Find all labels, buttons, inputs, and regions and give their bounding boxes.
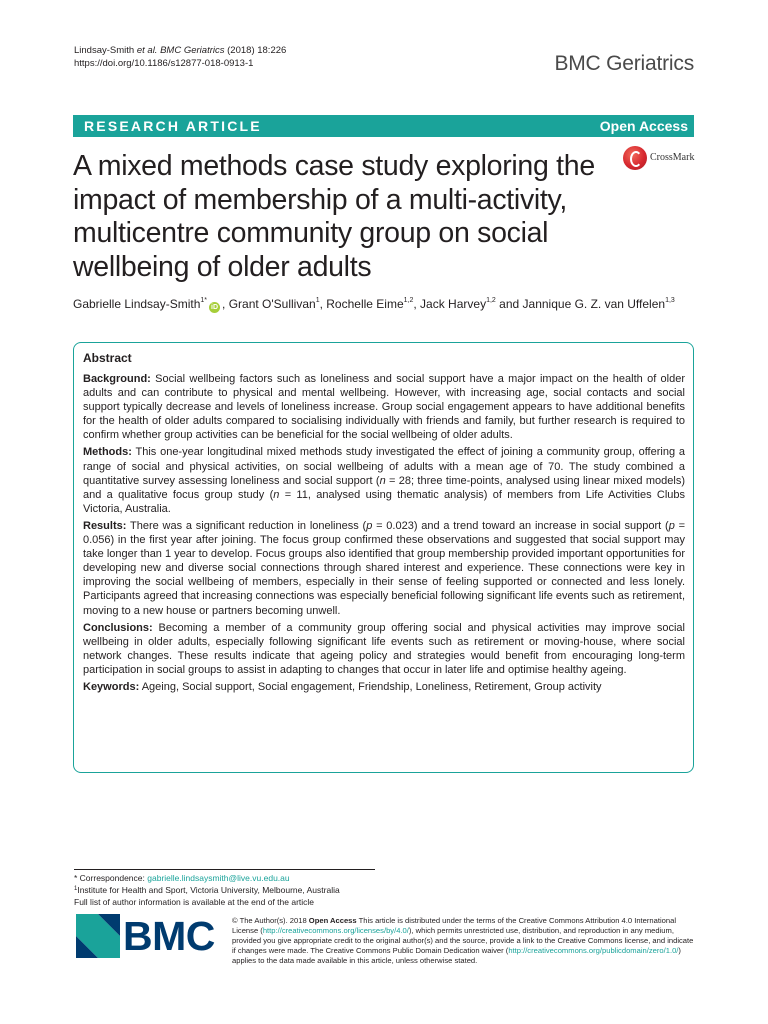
results-text: There was a significant reduction in loneliness ( (130, 519, 367, 532)
license-text (232, 916, 694, 966)
correspondence-label: * Correspondence: (74, 873, 145, 883)
author-list: Gabrielle Lindsay-Smith$^{1*}$iD , Grant O'Sullivan$^1$, Rochelle Eime$^{1,2}$, Jack Harvey$^{1,2}$ and Jannique G. Z. van Uffelen$^{1,3}$ (73, 297, 675, 311)
bmc-logo (76, 914, 216, 958)
crossmark-icon (623, 146, 647, 170)
citation-volume: (2018) 18:226 (227, 45, 287, 56)
citation-author: Lindsay-Smith (74, 45, 135, 56)
abstract-results (83, 519, 685, 618)
doi-link[interactable]: https://doi.org/10.1186/s12877-018-0913-1 (74, 58, 254, 69)
crossmark-button[interactable] (623, 146, 698, 170)
abstract-heading: Abstract (83, 351, 132, 365)
article-title: A mixed methods case study exploring the impact of membership of a multi-activity, multicentre community group on social wellbeing of older adults (73, 150, 595, 283)
keywords-text: Ageing, Social support, Social engagement, Friendship, Loneliness, Retirement, Group activity (141, 680, 602, 693)
author-name: Jack Harvey (420, 297, 487, 311)
methods-text: = 28; three time-points, analysed using linear mixed models) and a qualitative focus group study ( (83, 474, 685, 501)
footnote-divider (74, 869, 375, 870)
results-text: = 0.056) in the first year after joining. The focus group confirmed these observations and suggested that social support may take longer than 1 year to develop. Focus groups also identified that group membership provided important opportunities for developing new and diverse social connections through shared interest and experience. These connections were key in improving the social wellbeing of members, especially in their sense of feeling supported or connected and less lonely. Participants agreed that increasing connections was especially beneficial following significant life events such as retirement, moving to a new house or partners becoming unwell. (83, 519, 686, 617)
citation (74, 44, 286, 70)
author-name: Jannique G. Z. van Uffelen (522, 297, 666, 311)
journal-name: BMC Geriatrics (554, 52, 694, 75)
affiliation-sup: 1 (74, 886, 78, 893)
methods-text: This one-year longitudinal mixed methods study investigated the effect of joining a community group, offering a range of social and physical activities, on social wellbeing of adults with a mean age of 70. The study combined a quantitative survey assessing loneliness and social support ( (83, 446, 685, 487)
license-body: This article is distributed under the terms of the Creative Commons Attribution 4.0 International License ( (232, 916, 677, 936)
citation-journal: BMC Geriatrics (160, 45, 225, 56)
results-p-symbol: p (366, 519, 373, 532)
author-affiliation: 1* (200, 297, 208, 304)
abstract-background (83, 372, 685, 442)
open-access-label: Open Access (599, 118, 688, 134)
author-name: Gabrielle Lindsay-Smith (73, 297, 201, 311)
orcid-icon[interactable]: iD (211, 304, 219, 311)
author-affiliation: 1,2 (403, 297, 414, 304)
citation-line (74, 44, 286, 57)
keywords-label: Keywords: (83, 680, 140, 693)
author-affiliation: 1,2 (486, 297, 496, 304)
author-connector: and (499, 297, 520, 311)
results-p-symbol: p (668, 519, 675, 532)
author-info-note: Full list of author information is available at the end of the article (74, 896, 315, 907)
license-body: ), which permits unrestricted use, distribution, and reproduction in any medium, provided you give appropriate credit to the original author(s) and the source, provide a link to the Creative Commons license, and indicate if changes were made. The Creative Commons Public Domain Dedication waiver ( (232, 926, 694, 956)
license-body: ) applies to the data made available in this article, unless otherwise stated. (232, 946, 681, 966)
methods-n-symbol: n (273, 488, 280, 501)
correspondence (74, 873, 340, 884)
affiliation (74, 884, 340, 896)
keywords (83, 680, 685, 694)
license-open-access: Open Access (308, 916, 357, 925)
abstract-methods (83, 445, 685, 515)
methods-text: = 11, analysed using thematic analysis) of members from Life Activities Clubs Victoria, Australia. (83, 488, 685, 515)
license-link-cc-by[interactable]: http://creativecommons.org/licenses/by/4.0/ (262, 926, 409, 936)
bmc-logo-text: BMC (123, 913, 215, 959)
methods-label: Methods: (83, 446, 132, 459)
conclusions-text: Becoming a member of a community group offering social and physical activities may improve social wellbeing in older adults, especially following significant life events such as retirement or moving-house, where social network changes. These results indicate that ageing policy and strategies would benefit from encouraging long-term participation in social groups to assist in adapting to changes that occur in later life and optimise healthy ageing. (83, 621, 685, 676)
background-text: Social wellbeing factors such as loneliness and social support have a major impact on the health of older adults and can contribute to physical and mental wellbeing. However, with increasing age, social contacts and social support typically decrease and levels of loneliness increase. Group social engagement appears to have additional benefits for the health of older adults compared to socialising individually with friends and family, but further research is required to confirm whether group activities can be beneficial for the social wellbeing of older adults. (83, 373, 686, 442)
author-name: Grant O'Sullivan (228, 297, 316, 311)
article-type-label: RESEARCH ARTICLE (84, 118, 262, 134)
abstract-conclusions (83, 621, 685, 677)
correspondence-email-link[interactable]: gabrielle.lindsaysmith@live.vu.edu.au (147, 873, 290, 883)
abstract-box (73, 342, 694, 773)
footnotes (74, 873, 340, 908)
bmc-logo-icon (76, 914, 120, 958)
abstract-content (83, 351, 685, 694)
article-type-banner (73, 115, 694, 137)
license-link-cc0[interactable]: http://creativecommons.org/publicdomain/zero/1.0/ (508, 946, 679, 956)
author-affiliation: 1 (315, 297, 320, 304)
results-label: Results: (83, 519, 127, 532)
results-text: = 0.023) and a trend toward an increase in social support ( (372, 519, 669, 532)
author-affiliation: 1,3 (665, 297, 675, 304)
conclusions-label: Conclusions: (83, 621, 153, 634)
crossmark-label: CrossMark (650, 152, 695, 163)
license-copyright: © The Author(s). 2018 (232, 916, 309, 925)
background-label: Background: (83, 373, 151, 385)
methods-n-symbol: n (379, 474, 386, 487)
affiliation-text: Institute for Health and Sport, Victoria University, Melbourne, Australia (77, 885, 340, 896)
citation-etal: et al. (136, 45, 158, 56)
author-name: Rochelle Eime (326, 297, 404, 311)
